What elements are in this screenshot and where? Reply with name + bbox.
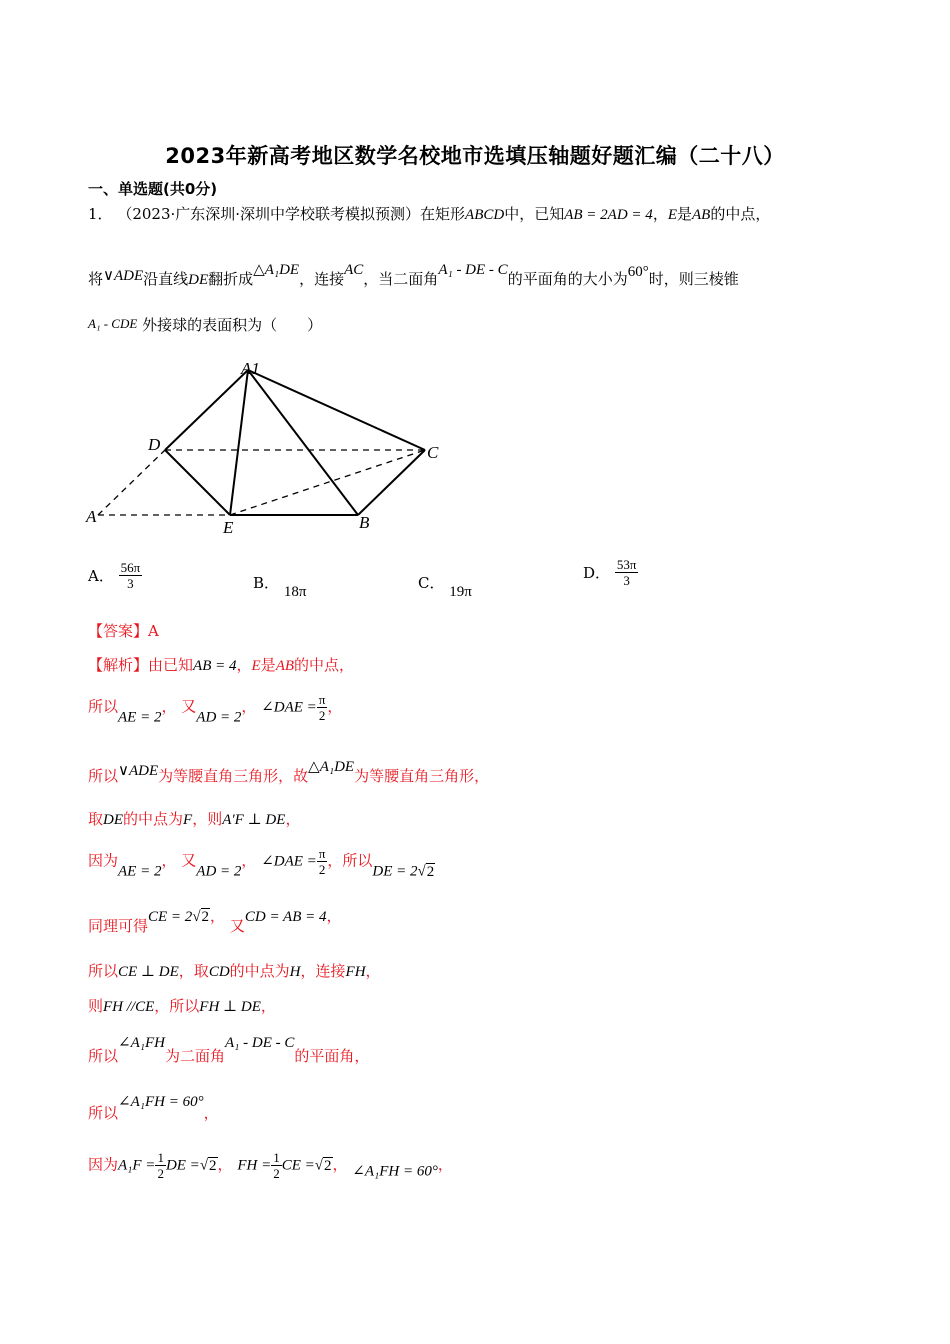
label-A: A bbox=[86, 507, 97, 526]
label-D: D bbox=[148, 435, 161, 454]
edge-A1-E bbox=[230, 370, 248, 515]
solution-line-6: 同理可得CE = 2√2， 又CD = AB = 4， bbox=[88, 907, 342, 935]
solution-line-9: 所以∠A₁FH为二面角A₁ - DE - C的平面角， bbox=[88, 1035, 370, 1065]
question-line-3: A₁ - CDE 外接球的表面积为（ ） bbox=[88, 316, 323, 334]
edge-A-D-dashed bbox=[98, 450, 165, 515]
solution-line-10: 所以∠A₁FH = 60°， bbox=[88, 1094, 219, 1122]
solution-line-2: 所以AE = 2， 又AD = 2， ∠DAE = $\frac{\pi}{2}$ ， bbox=[88, 692, 343, 726]
condition-formula: AB = 2AD = 4 bbox=[564, 207, 653, 223]
solution-line-4: 取DE的中点为F，则A′F ⊥ DE， bbox=[88, 810, 301, 828]
question-line-1: 1． （2023·广东深圳·深圳中学校联考模拟预测）在矩形ABCD中，已知AB = 2AD = 4，E是AB的中点， bbox=[88, 205, 771, 223]
label-A1: A1 bbox=[241, 359, 260, 378]
question-source: （2023·广东深圳·深圳中学校联考模拟预测）在矩形 bbox=[117, 205, 466, 223]
solution-line-7: 所以CE ⊥ DE，取CD的中点为H，连接FH， bbox=[88, 962, 381, 980]
question-number: 1． bbox=[88, 205, 113, 223]
edge-B-C bbox=[358, 450, 425, 515]
answer-value: A bbox=[148, 622, 159, 640]
option-d[interactable]: D． $\frac{53\pi}{3}$ bbox=[583, 557, 637, 588]
solution-line-8: 则FH //CE，所以FH ⊥ DE， bbox=[88, 997, 276, 1015]
solution-line-1: 【解析】由已知AB = 4，E是AB的中点， bbox=[88, 656, 355, 674]
solution-line-11: 因为A₁F = $\frac{1}{2}$ DE =√2， FH = $\frac{1}{2}$ CE =√2， ∠A₁FH = 60°， bbox=[88, 1150, 453, 1181]
solution-line-3: 所以∨ADE为等腰直角三角形，故△A₁DE为等腰直角三角形， bbox=[88, 759, 490, 785]
answer-line: 【答案】A bbox=[88, 622, 159, 640]
option-c[interactable]: C． 19π bbox=[418, 574, 472, 600]
label-E: E bbox=[223, 518, 234, 537]
section-heading: 一、单选题(共0分) bbox=[88, 180, 218, 198]
label-B: B bbox=[359, 513, 370, 532]
option-a[interactable]: A． $\frac{56\pi}{3}$ bbox=[88, 560, 141, 591]
solution-line-5: 因为AE = 2， 又AD = 2， ∠DAE = $\frac{\pi}{2}$ ，所以DE = 2√2 bbox=[88, 846, 435, 880]
edge-E-C-dashed bbox=[230, 450, 425, 515]
page-title: 2023年新高考地区数学名校地市选填压轴题好题汇编（二十八） bbox=[165, 144, 785, 168]
edge-D-E bbox=[165, 450, 230, 515]
label-C: C bbox=[427, 443, 439, 462]
geometry-figure bbox=[80, 355, 460, 540]
edge-A1-C bbox=[248, 370, 425, 450]
option-b[interactable]: B． 18π bbox=[253, 574, 307, 600]
edge-A1-B bbox=[248, 370, 358, 515]
question-line-2: 将∨ADE沿直线DE翻折成△A₁DE，连接AC，当二面角A₁ - DE - C的平面角的大小为60°时，则三棱锥 bbox=[88, 262, 739, 288]
edge-D-A1 bbox=[165, 370, 248, 450]
